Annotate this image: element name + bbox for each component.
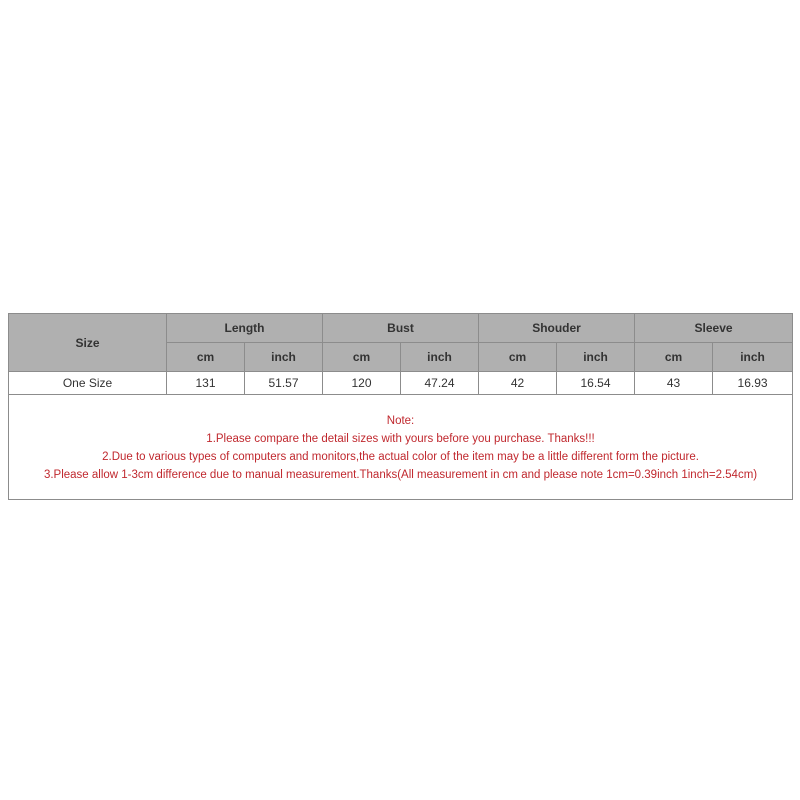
length-inch-cell: 51.57 [245,372,323,395]
header-length: Length [167,314,323,343]
note-line-2: 2.Due to various types of computers and monitors,the actual color of the item may be a little different form the picture. [102,451,699,463]
note-line-1: 1.Please compare the detail sizes with yours before you purchase. Thanks!!! [206,433,595,445]
length-cm-cell: 131 [167,372,245,395]
unit-length-cm: cm [167,343,245,372]
header-bust: Bust [323,314,479,343]
header-shoulder: Shouder [479,314,635,343]
note-line-3: 3.Please allow 1-3cm difference due to manual measurement.Thanks(All measurement in cm and please note 1cm=0.39inch 1inch=2.54cm) [43,469,758,481]
header-sleeve: Sleeve [635,314,793,343]
shoulder-cm-cell: 42 [479,372,557,395]
unit-bust-cm: cm [323,343,401,372]
sleeve-inch-cell: 16.93 [713,372,793,395]
table-row [9,372,793,395]
notes-cell [9,395,793,500]
size-cell: One Size [9,372,167,395]
header-size: Size [9,314,167,372]
unit-length-inch: inch [245,343,323,372]
bust-inch-cell: 47.24 [401,372,479,395]
note-title: Note: [386,415,415,427]
unit-sleeve-inch: inch [713,343,793,372]
shoulder-inch-cell: 16.54 [557,372,635,395]
unit-shoulder-inch: inch [557,343,635,372]
size-chart-table [8,313,793,500]
bust-cm-cell: 120 [323,372,401,395]
header-row-groups [9,314,793,343]
sleeve-cm-cell: 43 [635,372,713,395]
notes-row [9,395,793,500]
unit-shoulder-cm: cm [479,343,557,372]
unit-sleeve-cm: cm [635,343,713,372]
unit-bust-inch: inch [401,343,479,372]
